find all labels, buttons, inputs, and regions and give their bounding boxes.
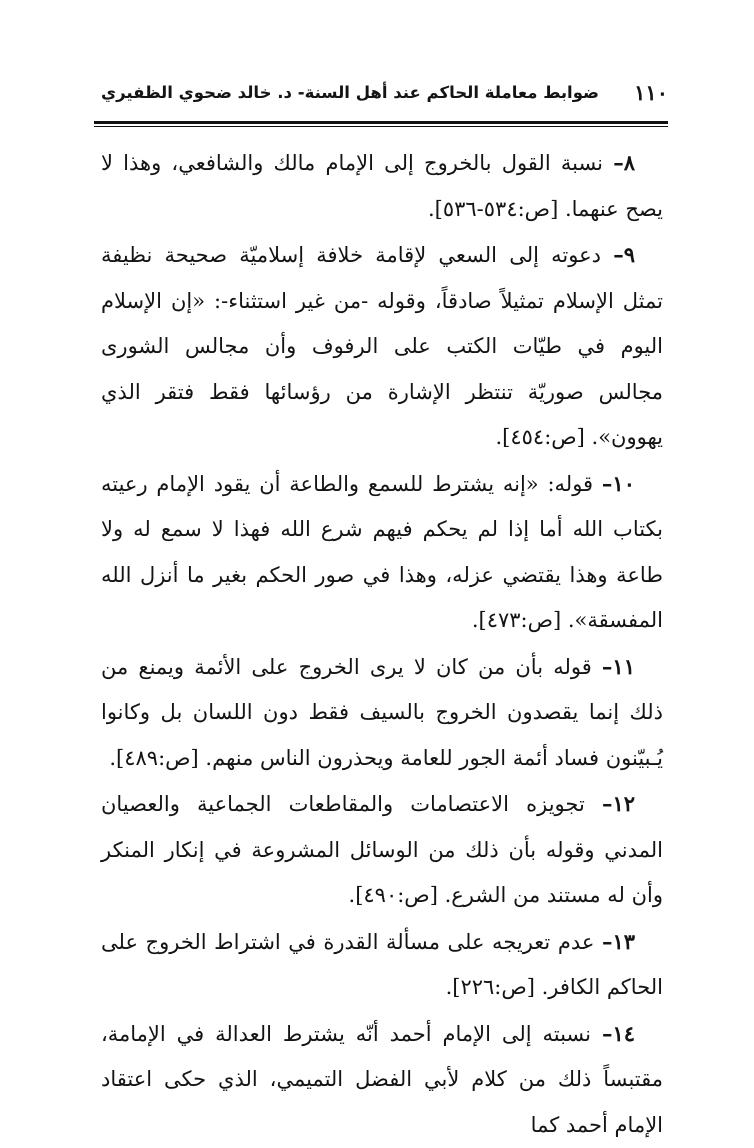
list-item	[101, 644, 663, 782]
list-item	[101, 781, 663, 919]
list-item	[101, 461, 663, 644]
item-text: نسبته إلى الإمام أحمد أنّه يشترط العدالة في الإمامة، مقتبساً ذلك من كلام لأبي الفضل التميمي، الذي حكى اعتقاد الإمام أحمد كما	[101, 1022, 663, 1137]
item-number: ١٤–	[602, 1021, 635, 1046]
page-number: ١١٠	[634, 80, 668, 105]
item-number: ٩–	[613, 242, 635, 267]
list-item	[101, 919, 663, 1011]
list-item	[101, 140, 663, 232]
item-number: ١٢–	[602, 791, 635, 816]
header-rule-thick	[94, 121, 668, 124]
item-number: ١٣–	[602, 929, 635, 954]
list-item	[101, 232, 663, 461]
item-text: قوله بأن من كان لا يرى الخروج على الأئمة ويمنع من ذلك إنما يقصدون الخروج بالسيف فقط دون اللسان بل وكانوا يُـبيّنون فساد أئمة الجور للعامة ويحذرون الناس منهم. [ص:٤٨٩].	[101, 655, 663, 770]
running-title: ضوابط معاملة الحاكم عند أهل السنة- د. خالد ضحوي الظفيري	[94, 83, 599, 102]
item-number: ٨–	[613, 150, 635, 175]
list-item	[101, 1011, 663, 1148]
item-number: ١٠–	[602, 471, 635, 496]
page-header	[94, 78, 668, 112]
header-rule-thin	[94, 126, 668, 127]
body-text	[101, 140, 663, 1148]
item-number: ١١–	[602, 654, 635, 679]
item-text: نسبة القول بالخروج إلى الإمام مالك والشافعي، وهذا لا يصح عنهما. [ص:٥٣٤-٥٣٦].	[101, 151, 663, 221]
item-text: تجويزه الاعتصامات والمقاطعات الجماعية والعصيان المدني وقوله بأن ذلك من الوسائل المشروعة في إنكار المنكر وأن له مستند من الشرع. [ص:٤٩٠].	[101, 792, 663, 907]
item-text: عدم تعريجه على مسألة القدرة في اشتراط الخروج على الحاكم الكافر. [ص:٢٢٦].	[101, 930, 663, 1000]
item-text: قوله: «إنه يشترط للسمع والطاعة أن يقود الإمام رعيته بكتاب الله أما إذا لم يحكم فيهم شرع الله فهذا لا سمع له ولا طاعة وهذا يقتضي عزله، وهذا في صور الحكم بغير ما أنزل الله المفسقة». [ص:٤٧٣].	[101, 472, 663, 633]
item-text: دعوته إلى السعي لإقامة خلافة إسلاميّة صحيحة نظيفة تمثل الإسلام تمثيلاً صادقاً، وقوله -من غير استثناء-: «إن الإسلام اليوم في طيّات الكتب على الرفوف وأن مجالس الشورى مجالس صوريّة تنتظر الإشارة من رؤسائها فقط فتقر الذي يهوون». [ص:٤٥٤].	[101, 243, 663, 449]
